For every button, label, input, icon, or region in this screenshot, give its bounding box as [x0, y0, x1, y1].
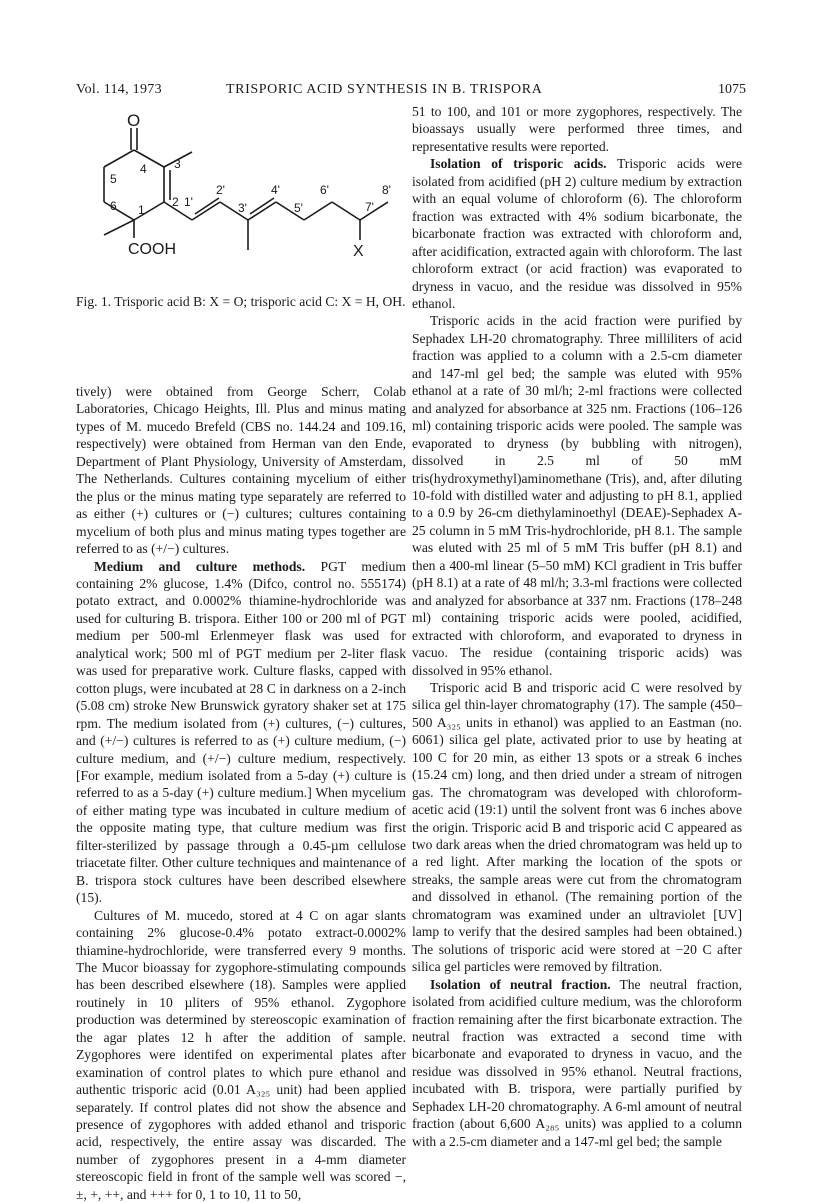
paragraph: Trisporic acids in the acid fraction were purified by Sephadex LH-20 chromatography. Three milliliters of acid fraction was applied to a column with a 2.5-cm diameter and 147-ml gel bed; the sample was eluted with 95% ethanol at a rate of 30 ml/h; 2-ml fractions were collected and analyzed for absorbance at 325 nm. Fractions (106–126 ml) containing trisporic acids were pooled. The sample was evaporated to dryness (by bubbling with nitrogen), dissolved in 2.5 ml of 50 mM tris(hydroxymethyl)aminomethane (Tris), and, after diluting 10-fold with distilled water and adjusting to pH 8.1, applied to a 0.9 by 26-cm diethylaminoethyl (DEAE)-Sephadex A-25 column in 5 mM Tris-hydrochloride, pH 8.1. The sample was eluted with 25 ml of 5 mM Tris buffer (pH 8.1) and then a 400-ml linear (5–50 mM) KCl gradient in Tris buffer (pH 8.1) at a rate of 48 ml/h; 3.3-ml fractions were collected and analyzed for absorbance at 337 nm. Fractions (178–248 ml) containing trisporic acids were pooled, acidified, extracted with chloroform, and evaporated to dryness in vacuo. The residue (containing trisporic acids) was dissolved in 95% ethanol. — [412, 313, 742, 678]
right-column — [412, 103, 742, 1150]
ring-bond — [104, 150, 134, 167]
paragraph: Trisporic acid B and trisporic acid C were resolved by silica gel thin-layer chromatography (17). The sample (450–500 A₃₂₅ units in ethanol) was applied to an Eastman (no. 6061) silica gel plate, activated prior to use by heating at 100 C for 20 min, as either 13 spots or a streak 6 inches (15.24 cm) long, and then dried under a stream of nitrogen gas. The chromatogram was developed with chloroform-acetic acid (19:1) until the solvent front was 6 inches above the origin. Trisporic acid B and trisporic acid C appeared as two dark areas when the dried chromatogram was held up to a red light. After marking the location of the spots or streaks, the sample areas were cut from the chromatogram and dissolved in ethanol. (The remaining portion of the chromatogram was examined under an ultraviolet [UV] lamp to verify that the desired samples had been obtained.) The solutions of trisporic acid were stored at −20 C after silica gel particles were removed by filtration. — [412, 679, 742, 975]
atom-number: 6' — [320, 183, 329, 197]
atom-number: 2 — [172, 195, 179, 209]
chain-bond — [332, 202, 360, 220]
ring-bond — [104, 202, 134, 220]
left-column — [76, 383, 406, 1203]
chain-bond — [248, 202, 276, 220]
oxygen-atom: O — [127, 111, 141, 130]
atom-number: 1' — [184, 195, 193, 209]
page-number: 1075 — [718, 82, 746, 97]
figure-caption: Fig. 1. Trisporic acid B: X = O; trisporic acid C: X = H, OH. — [76, 294, 406, 309]
trisporic-acid-structure — [76, 110, 406, 290]
running-title: TRISPORIC ACID SYNTHESIS IN B. TRISPORA — [226, 82, 543, 97]
atom-number: 1 — [138, 203, 145, 217]
paragraph-text: PGT medium containing 2% glucose, 1.4% (Difco, control no. 555174) potato extract, and 0.0002% thiamine-hydrochloride was used for culturing B. trispora. Either 100 or 200 ml of PGT medium per 500-ml Erlenmeyer flask was used for analytical work; 500 ml of PGT medium per 2-liter flask was used for preparative work. Culture flasks, capped with cotton plugs, were incubated at 28 C in darkness on a 2-inch (5.08 cm) stroke New Brunswick gyratory shaker set at 175 rpm. The medium isolated from (+) cultures, (−) cultures, and (+/−) cultures is referred to as (+) culture medium, (−) culture medium, and (+/−) culture medium, respectively. [For example, medium isolated from a 5-day (+) culture is referred to as a 5-day (+) culture medium.] When mycelium of either mating type was incubated in culture medium of the opposite mating type, that culture medium was first filter-sterilized by passage through a 0.45-µm cellulose triacetate filter. Other culture techniques and maintenance of B. trispora stock cultures have been described elsewhere (15). — [76, 558, 406, 906]
atom-number: 4' — [271, 183, 280, 197]
atom-number: 5' — [294, 201, 303, 215]
atom-number: 6 — [110, 199, 117, 213]
paragraph-text: Trisporic acids were isolated from acidified (pH 2) culture medium by extraction with an equal volume of chloroform (6). The chloroform fraction was extracted with 4% sodium bicarbonate, the bicarbonate fraction was extracted with chloroform and, after acidification, extracted again with chloroform. The last chloroform extract (or acid fraction) was evaporated to dryness in vacuo, and the residue was dissolved in 95% ethanol. — [412, 156, 742, 311]
atom-number: 8' — [382, 183, 391, 197]
volume-label: Vol. 114, 1973 — [76, 82, 162, 97]
section-heading: Medium and culture methods. — [94, 558, 306, 574]
atom-number: 5 — [110, 172, 117, 186]
carboxyl-group: COOH — [128, 241, 176, 258]
atom-number: 7' — [365, 200, 374, 214]
ring-bond — [134, 150, 164, 167]
paragraph-text: The neutral fraction, isolated from acidified culture medium, was the chloroform fraction remaining after the first bicarbonate extraction. The neutral fraction was extracted a second time with bicarbonate and evaporated to dryness in vacuo, and the residue was dissolved in 95% ethanol. Neutral fractions, incubated with B. trispora, were partially purified by Sephadex LH-20 chromatography. A 6-ml amount of neutral fraction (about 6,600 A₂₈₅ units) was applied to a column with a 2.5-cm diameter and a 147-ml gel bed; the sample — [412, 976, 742, 1149]
paragraph — [76, 558, 406, 907]
atom-number: 3 — [174, 157, 181, 171]
section-heading: Isolation of trisporic acids. — [430, 156, 607, 172]
paragraph: Cultures of M. mucedo, stored at 4 C on agar slants containing 2% glucose-0.4% potato extract-0.0002% thiamine-hydrochloride, were transferred every 9 months. The Mucor bioassay for zygophore-stimulating compounds has been described elsewhere (18). Samples were applied routinely in 10 µliters of 95% ethanol. Zygophore production was determined by stereoscopic examination of the agar plates 12 h after the addition of sample. Zygophores were identifed on experimental plates after examination of control plates to which pure ethanol and authentic trisporic acid (0.01 A₃₂₅ unit) had been applied separately. If control plates did not show the absence and presence of zygophores with added ethanol and trisporic acid, respectively, the entire assay was discarded. The number of zygophores present in a 4-mm diameter stereoscopic field in front of the sample well was scored −, ±, +, ++, and +++ for 0, 1 to 10, 11 to 50, — [76, 907, 406, 1202]
paragraph: tively) were obtained from George Scherr, Colab Laboratories, Chicago Heights, Ill. Plus and minus mating types of M. mucedo Brefeld (CBS no. 144.24 and 109.16, respectively) were obtained from Herman van den Ende, Department of Plant Physiology, University of Amsterdam, The Netherlands. Cultures containing mycelium of either the plus or the minus mating type separately are referred to as either (+) cultures or (−) cultures; cultures containing mycelium of both plus and minus mating types together are referred to as (+/−) cultures. — [76, 384, 406, 557]
x-substituent: X — [353, 243, 364, 260]
atom-number: 2' — [216, 183, 225, 197]
paragraph — [412, 155, 742, 312]
structure-figure — [76, 110, 406, 290]
chain-bond — [192, 202, 220, 220]
chain-bond — [304, 202, 332, 220]
section-heading: Isolation of neutral fraction. — [430, 976, 611, 992]
chain-double-bond — [195, 198, 219, 214]
paragraph — [412, 976, 742, 1151]
methyl-bond — [104, 220, 134, 235]
atom-number: 4 — [140, 162, 147, 176]
running-header — [76, 82, 746, 102]
paragraph: 51 to 100, and 101 or more zygophores, respectively. The bioassays usually were performed three times, and representative results were reported. — [412, 104, 742, 154]
atom-number: 3' — [238, 201, 247, 215]
